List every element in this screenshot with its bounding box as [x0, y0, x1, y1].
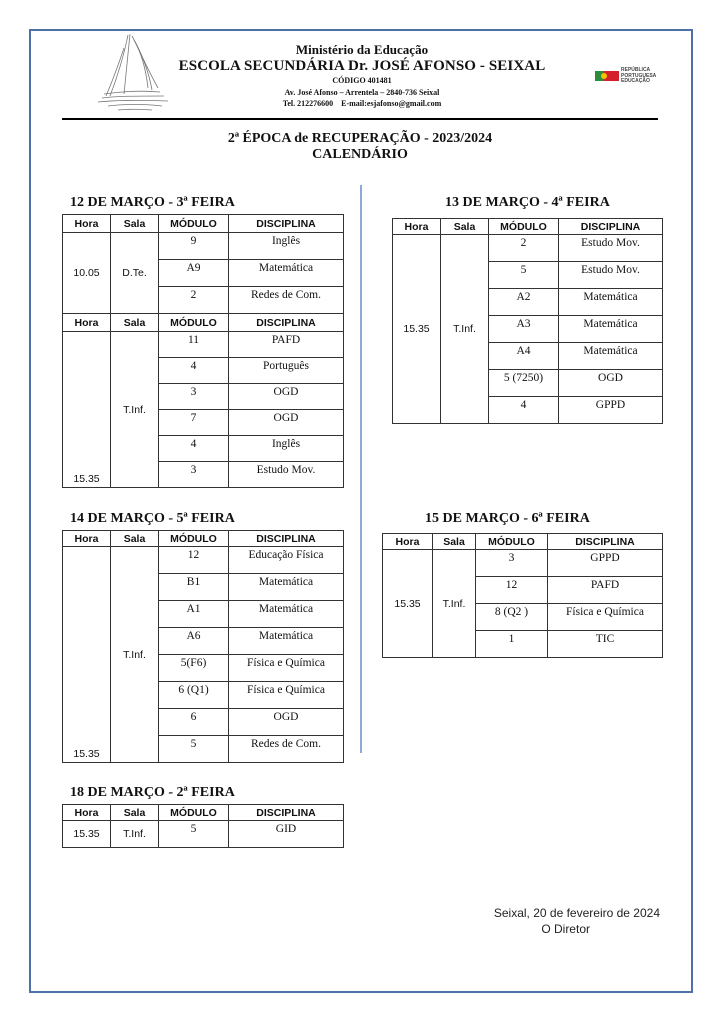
- col-sala: Sala: [111, 805, 159, 821]
- disciplina-cell: Matemática: [229, 628, 344, 655]
- col-sala: Sala: [111, 531, 159, 547]
- col-sala: Sala: [433, 534, 476, 550]
- disciplina-cell: TIC: [548, 631, 663, 658]
- disciplina-cell: PAFD: [548, 577, 663, 604]
- table-row: [383, 550, 663, 577]
- col-disciplina: DISCIPLINA: [229, 314, 344, 332]
- disciplina-cell: Inglês: [229, 233, 344, 260]
- schedule-table-14-marco: [62, 530, 344, 763]
- school-address: Av. José Afonso – Arrentela – 2840-736 Seixal: [284, 88, 440, 97]
- signatory: O Diretor: [541, 922, 590, 936]
- modulo-cell: 4: [159, 436, 229, 462]
- day-heading-15-marco: 15 DE MARÇO - 6ª FEIRA: [425, 511, 590, 526]
- modulo-cell: 2: [489, 235, 559, 262]
- disciplina-cell: OGD: [229, 709, 344, 736]
- col-disciplina: DISCIPLINA: [229, 531, 344, 547]
- modulo-cell: 1: [476, 631, 548, 658]
- portugal-flag-icon: [595, 71, 619, 81]
- modulo-cell: 8 (Q2 ): [476, 604, 548, 631]
- hora-cell: 15.35: [63, 547, 111, 763]
- disciplina-cell: OGD: [229, 384, 344, 410]
- modulo-cell: B1: [159, 574, 229, 601]
- table-row: [63, 233, 344, 260]
- col-modulo: MÓDULO: [489, 219, 559, 235]
- disciplina-cell: Estudo Mov.: [559, 262, 663, 289]
- modulo-cell: 5(F6): [159, 655, 229, 682]
- table-row: [393, 235, 663, 262]
- disciplina-cell: Redes de Com.: [229, 287, 344, 314]
- hora-cell: 15.35: [63, 332, 111, 488]
- disciplina-cell: Estudo Mov.: [229, 462, 344, 488]
- hora-cell: 10.05: [63, 233, 111, 314]
- table-row: [63, 547, 344, 574]
- modulo-cell: A4: [489, 343, 559, 370]
- disciplina-cell: GPPD: [559, 397, 663, 424]
- sala-cell: D.Te.: [111, 233, 159, 314]
- sala-cell: T.Inf.: [441, 235, 489, 424]
- modulo-cell: A3: [489, 316, 559, 343]
- modulo-cell: 6 (Q1): [159, 682, 229, 709]
- disciplina-cell: OGD: [229, 410, 344, 436]
- disciplina-cell: Física e Química: [229, 655, 344, 682]
- government-logo-text: REPÚBLICA PORTUGUESA EDUCAÇÃO: [621, 67, 657, 85]
- schedule-table-15-marco: [382, 533, 663, 658]
- col-hora: Hora: [63, 531, 111, 547]
- hora-cell: 15.35: [383, 550, 433, 658]
- disciplina-cell: Redes de Com.: [229, 736, 344, 763]
- col-disciplina: DISCIPLINA: [229, 805, 344, 821]
- day-heading-12-marco: 12 DE MARÇO - 3ª FEIRA: [70, 195, 235, 210]
- col-hora: Hora: [63, 805, 111, 821]
- modulo-cell: 5 (7250): [489, 370, 559, 397]
- sala-cell: T.Inf.: [111, 821, 159, 848]
- modulo-cell: 5: [159, 736, 229, 763]
- col-modulo: MÓDULO: [159, 215, 229, 233]
- column-divider: [360, 185, 362, 753]
- col-disciplina: DISCIPLINA: [229, 215, 344, 233]
- school-code: CÓDIGO 401481: [332, 76, 392, 85]
- modulo-cell: 12: [476, 577, 548, 604]
- school-header: [160, 42, 564, 109]
- disciplina-cell: Matemática: [229, 601, 344, 628]
- modulo-cell: 3: [159, 462, 229, 488]
- modulo-cell: 7: [159, 410, 229, 436]
- schedule-table-13-marco: [392, 218, 663, 424]
- modulo-cell: 3: [476, 550, 548, 577]
- disciplina-cell: Física e Química: [229, 682, 344, 709]
- modulo-cell: 11: [159, 332, 229, 358]
- disciplina-cell: Estudo Mov.: [559, 235, 663, 262]
- government-logo: [595, 68, 665, 88]
- hora-cell: 15.35: [393, 235, 441, 424]
- day-heading-13-marco: 13 DE MARÇO - 4ª FEIRA: [445, 195, 610, 210]
- disciplina-cell: Inglês: [229, 436, 344, 462]
- table-row: [63, 332, 344, 358]
- sala-cell: T.Inf.: [111, 332, 159, 488]
- school-contact: Tel. 212276600 E-mail:esjafonso@gmail.com: [282, 99, 442, 108]
- schedule-table-18-marco: [62, 804, 344, 848]
- disciplina-cell: Matemática: [229, 260, 344, 287]
- modulo-cell: 9: [159, 233, 229, 260]
- col-disciplina: DISCIPLINA: [548, 534, 663, 550]
- page-title: 2ª ÉPOCA de RECUPERAÇÃO - 2023/2024 CALENDÁRIO: [227, 131, 493, 162]
- ministry-name: Ministério da Educação: [295, 42, 429, 57]
- disciplina-cell: PAFD: [229, 332, 344, 358]
- table-row: [63, 821, 344, 848]
- col-modulo: MÓDULO: [159, 805, 229, 821]
- disciplina-cell: Matemática: [559, 343, 663, 370]
- col-sala: Sala: [111, 215, 159, 233]
- col-hora: Hora: [63, 215, 111, 233]
- school-name: ESCOLA SECUNDÁRIA Dr. JOSÉ AFONSO - SEIXAL: [178, 58, 546, 74]
- disciplina-cell: GID: [229, 821, 344, 848]
- sala-cell: T.Inf.: [111, 547, 159, 763]
- modulo-cell: A2: [489, 289, 559, 316]
- col-sala: Sala: [111, 314, 159, 332]
- col-sala: Sala: [441, 219, 489, 235]
- schedule-table-12-marco: [62, 214, 344, 488]
- disciplina-cell: Física e Química: [548, 604, 663, 631]
- modulo-cell: 3: [159, 384, 229, 410]
- day-heading-14-marco: 14 DE MARÇO - 5ª FEIRA: [70, 511, 235, 526]
- col-modulo: MÓDULO: [476, 534, 548, 550]
- col-hora: Hora: [383, 534, 433, 550]
- col-hora: Hora: [393, 219, 441, 235]
- col-hora: Hora: [63, 314, 111, 332]
- hora-cell: 15.35: [63, 821, 111, 848]
- disciplina-cell: Matemática: [229, 574, 344, 601]
- modulo-cell: 6: [159, 709, 229, 736]
- modulo-cell: A1: [159, 601, 229, 628]
- header-divider: [62, 118, 658, 120]
- disciplina-cell: OGD: [559, 370, 663, 397]
- disciplina-cell: Educação Física: [229, 547, 344, 574]
- sala-cell: T.Inf.: [433, 550, 476, 658]
- modulo-cell: A9: [159, 260, 229, 287]
- disciplina-cell: Português: [229, 358, 344, 384]
- col-modulo: MÓDULO: [159, 314, 229, 332]
- modulo-cell: A6: [159, 628, 229, 655]
- modulo-cell: 4: [159, 358, 229, 384]
- modulo-cell: 5: [489, 262, 559, 289]
- disciplina-cell: Matemática: [559, 289, 663, 316]
- col-modulo: MÓDULO: [159, 531, 229, 547]
- signature-block: [460, 905, 660, 937]
- col-disciplina: DISCIPLINA: [559, 219, 663, 235]
- modulo-cell: 2: [159, 287, 229, 314]
- day-heading-18-marco: 18 DE MARÇO - 2ª FEIRA: [70, 785, 235, 800]
- disciplina-cell: Matemática: [559, 316, 663, 343]
- modulo-cell: 4: [489, 397, 559, 424]
- place-date: Seixal, 20 de fevereiro de 2024: [493, 906, 660, 920]
- modulo-cell: 5: [159, 821, 229, 848]
- disciplina-cell: GPPD: [548, 550, 663, 577]
- modulo-cell: 12: [159, 547, 229, 574]
